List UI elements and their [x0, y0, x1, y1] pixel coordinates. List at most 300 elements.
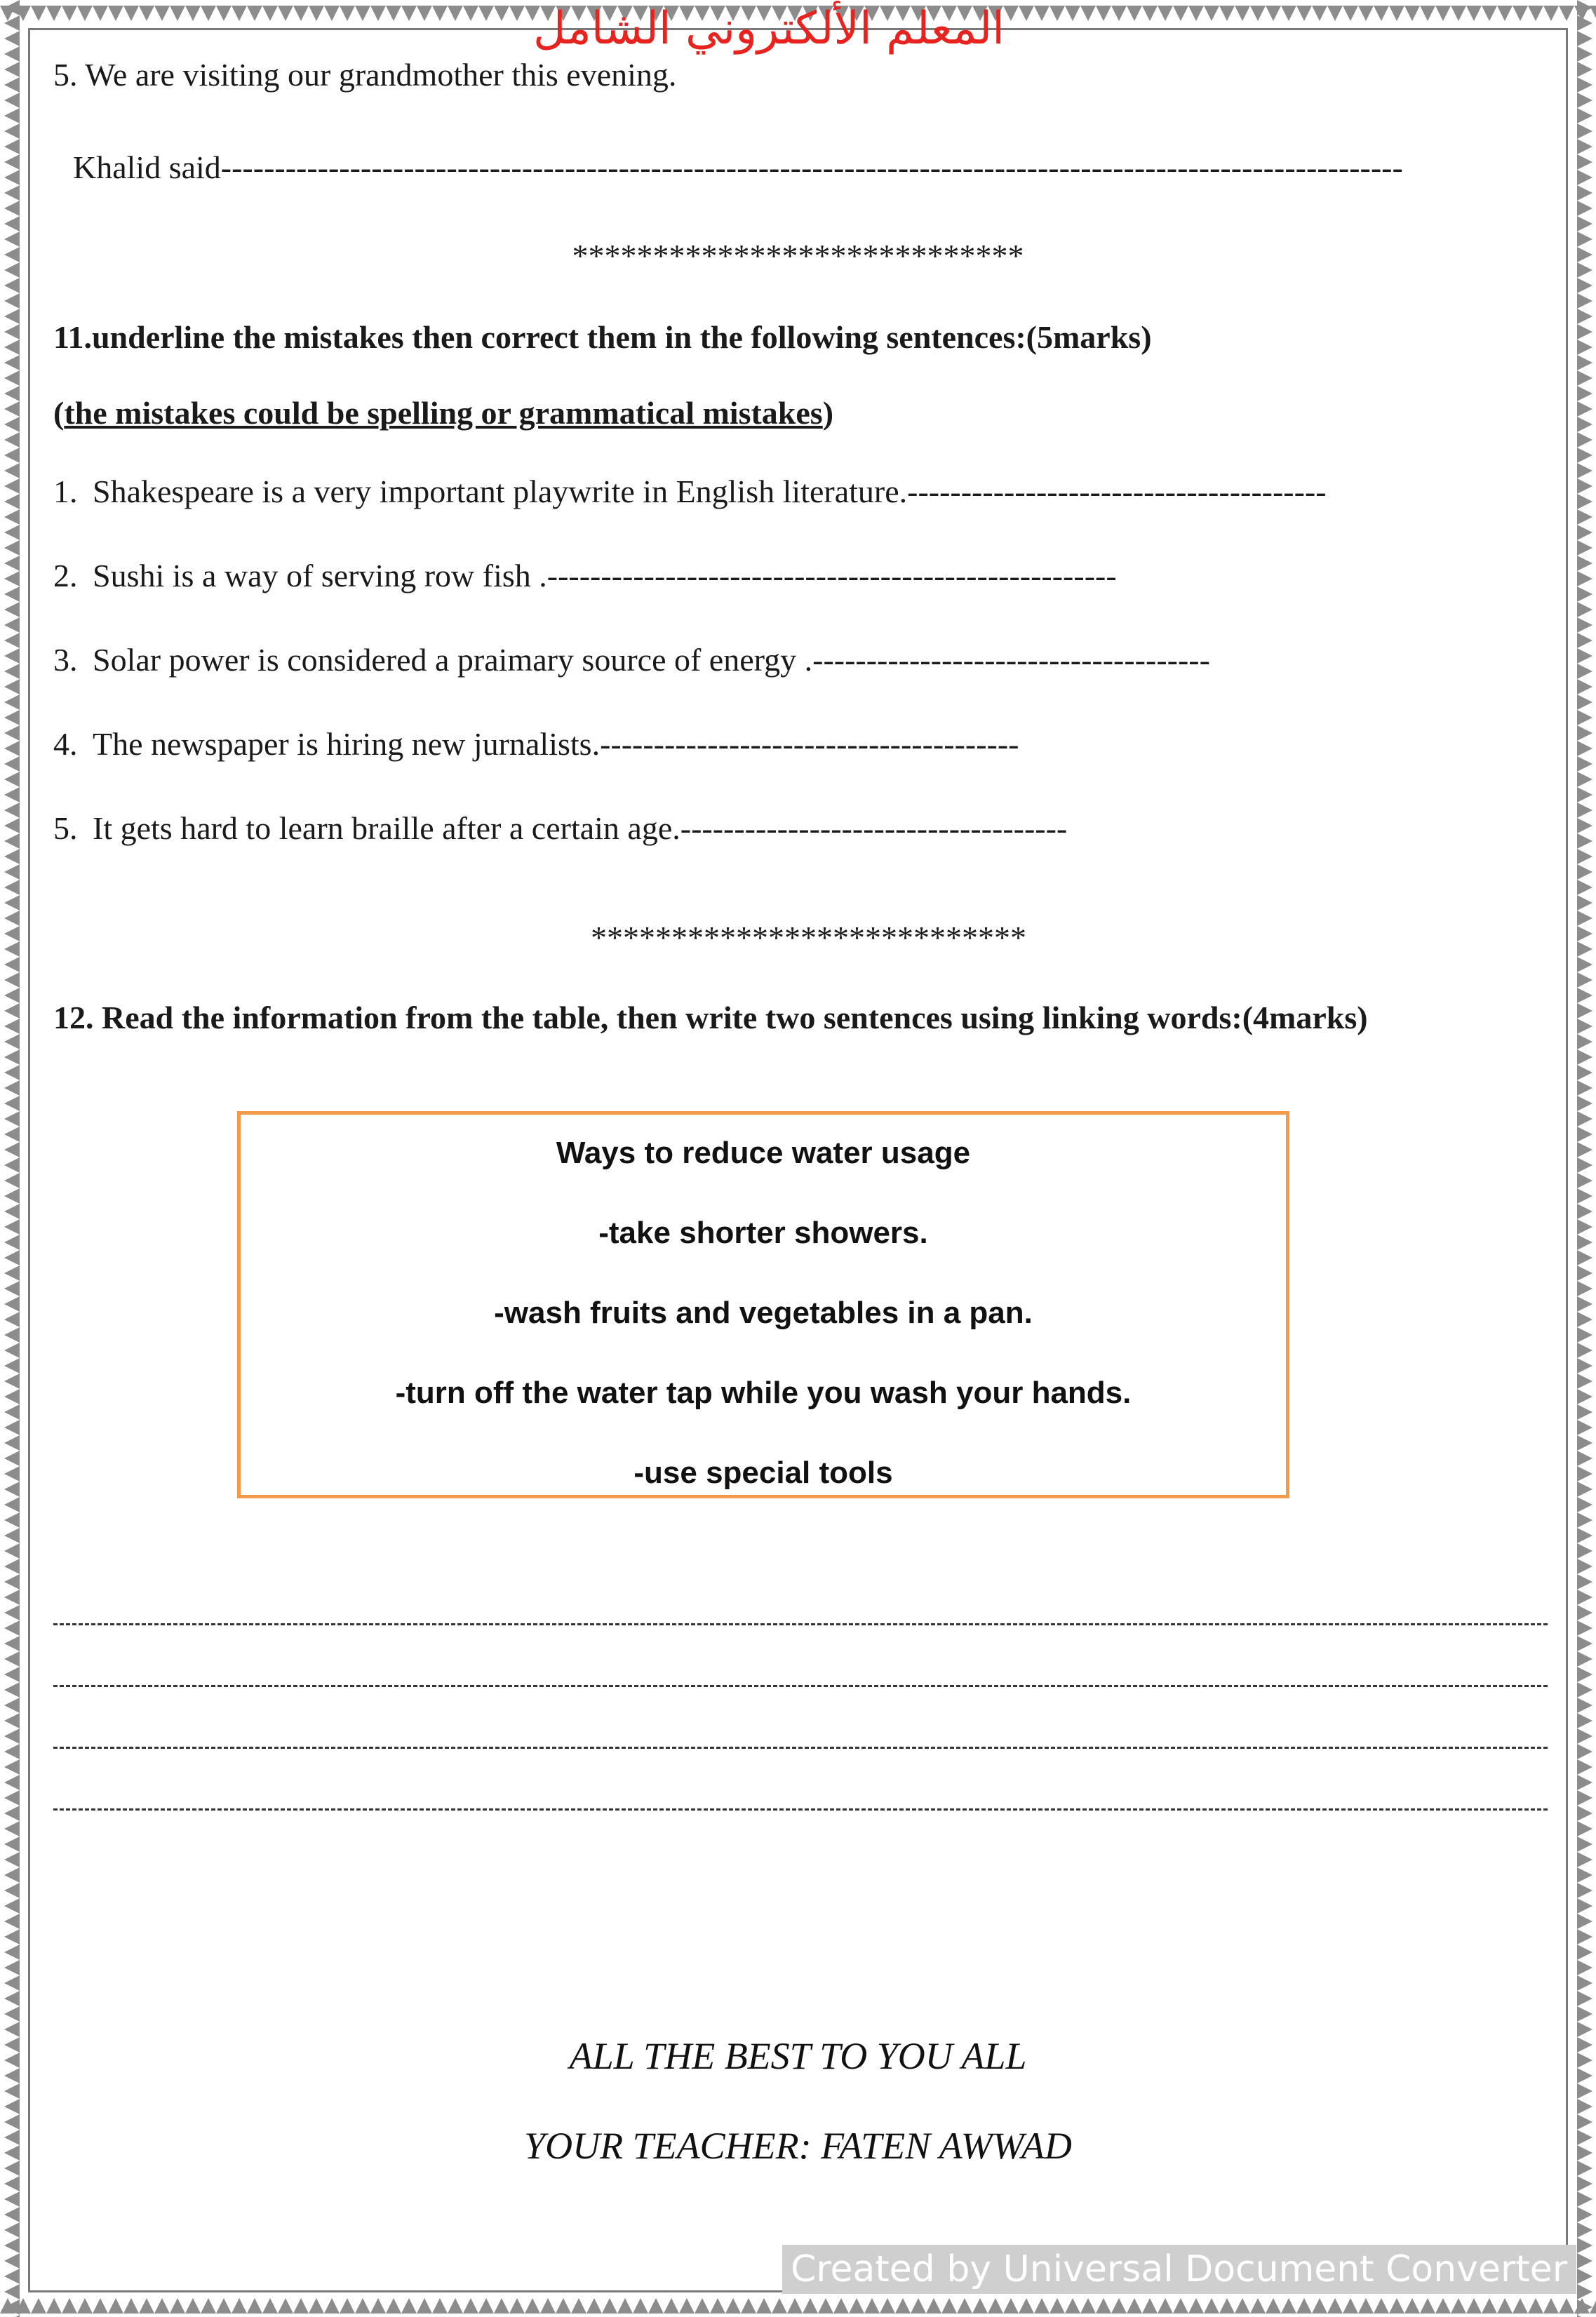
border-triangle [1482, 2298, 1497, 2313]
border-triangle [833, 2298, 849, 2313]
border-triangle [4, 756, 20, 772]
border-triangle [463, 6, 478, 21]
border-triangle [1577, 463, 1592, 478]
border-triangle [93, 2298, 108, 2313]
border-triangle [4, 123, 20, 139]
border-triangle [1577, 2238, 1592, 2253]
box-line: -wash fruits and vegetables in a pan. [494, 1296, 1033, 1330]
border-triangle [1577, 1759, 1592, 1775]
border-triangle [1577, 1991, 1592, 2006]
border-triangle [309, 2298, 324, 2313]
border-triangle [1343, 6, 1358, 21]
border-triangle [1577, 1219, 1592, 1235]
border-triangle [725, 2298, 741, 2313]
border-triangle [1577, 1744, 1592, 1759]
border-triangle [1528, 6, 1543, 21]
separator-stars: **************************** [572, 238, 1024, 274]
border-triangle [1577, 1775, 1592, 1790]
item-text: Solar power is considered a praimary source of energy .------------------------------------- [93, 642, 1210, 678]
border-triangle [4, 1929, 20, 1945]
border-triangle [1577, 2083, 1592, 2099]
border-triangle [1127, 6, 1142, 21]
border-triangle [1513, 6, 1528, 21]
box-line: -turn off the water tap while you wash your hands. [395, 1376, 1132, 1410]
border-triangle [448, 6, 463, 21]
border-triangle [1577, 1821, 1592, 1836]
border-triangle [4, 1096, 20, 1111]
border-triangle [1577, 1173, 1592, 1188]
border-triangle [4, 648, 20, 664]
border-triangle [1577, 571, 1592, 586]
border-triangle [1142, 2298, 1158, 2313]
border-triangle [1577, 1806, 1592, 1821]
border-triangle [1577, 1327, 1592, 1343]
border-triangle [1577, 185, 1592, 201]
border-triangle [1577, 957, 1592, 972]
border-triangle [1577, 1620, 1592, 1636]
border-triangle [1577, 833, 1592, 849]
border-triangle [4, 432, 20, 448]
border-triangle [509, 6, 525, 21]
border-triangle [1389, 2298, 1404, 2313]
border-triangle [1127, 2298, 1142, 2313]
border-triangle [31, 2298, 46, 2313]
note-open-paren: ( [53, 395, 65, 431]
border-triangle [602, 2298, 617, 2313]
border-triangle [1219, 2298, 1235, 2313]
border-triangle [123, 2298, 139, 2313]
border-triangle [1577, 1728, 1592, 1744]
border-triangle [4, 1867, 20, 1883]
border-triangle [1142, 6, 1158, 21]
border-triangle [1577, 849, 1592, 864]
border-triangle [4, 278, 20, 293]
border-triangle [1577, 586, 1592, 602]
border-triangle [1235, 6, 1250, 21]
border-triangle [401, 6, 417, 21]
border-triangle [1050, 2298, 1065, 2313]
border-triangle [1577, 2099, 1592, 2114]
answer-writing-line[interactable] [53, 1747, 1548, 1749]
border-triangle [1577, 1651, 1592, 1667]
answer-blank: -------------------------------------------------------------------------------------------------------------- [220, 149, 1403, 185]
border-triangle [664, 2298, 679, 2313]
border-triangle [4, 1821, 20, 1836]
border-triangle [1577, 1358, 1592, 1374]
border-triangle [1577, 1698, 1592, 1713]
border-triangle [1577, 525, 1592, 540]
border-triangle [1577, 787, 1592, 802]
border-triangle [123, 6, 139, 21]
border-triangle [262, 6, 278, 21]
border-triangle [232, 2298, 247, 2313]
border-triangle [1577, 1019, 1592, 1034]
border-triangle [108, 2298, 123, 2313]
border-triangle [1577, 1312, 1592, 1327]
border-triangle [849, 2298, 864, 2313]
border-triangle [1188, 2298, 1204, 2313]
border-triangle [4, 324, 20, 340]
border-triangle [4, 725, 20, 741]
border-triangle [4, 694, 20, 710]
border-triangle [386, 6, 401, 21]
border-triangle [4, 787, 20, 802]
border-triangle [4, 710, 20, 725]
border-triangle [1577, 1265, 1592, 1281]
border-triangle [4, 1605, 20, 1620]
border-triangle [4, 293, 20, 309]
border-triangle [448, 2298, 463, 2313]
border-triangle [4, 1836, 20, 1852]
converter-watermark: Created by Universal Document Converter [782, 2245, 1576, 2294]
border-triangle [509, 2298, 525, 2313]
border-triangle [1358, 6, 1374, 21]
border-triangle [4, 448, 20, 463]
border-triangle [4, 1281, 20, 1296]
border-triangle [4, 1404, 20, 1420]
border-triangle [1577, 201, 1592, 216]
border-triangle [4, 849, 20, 864]
border-triangle [494, 6, 509, 21]
border-triangle [1577, 123, 1592, 139]
border-triangle [1577, 1127, 1592, 1142]
border-triangle [1577, 93, 1592, 108]
border-triangle [4, 1204, 20, 1219]
border-triangle [1250, 6, 1266, 21]
border-triangle [4, 1127, 20, 1142]
border-triangle [4, 571, 20, 586]
border-triangle [695, 2298, 710, 2313]
answer-writing-line[interactable] [53, 1808, 1548, 1811]
border-triangle [4, 679, 20, 694]
note-text: the mistakes could be spelling or grammatical mistakes [64, 395, 823, 431]
border-triangle [4, 957, 20, 972]
border-triangle [1281, 2298, 1296, 2313]
border-triangle [4, 2222, 20, 2238]
border-triangle [1420, 2298, 1435, 2313]
border-triangle [4, 1482, 20, 1497]
border-triangle [4, 1157, 20, 1173]
border-triangle [556, 2298, 571, 2313]
border-triangle [1543, 6, 1559, 21]
border-triangle [1577, 154, 1592, 170]
border-triangle [1577, 478, 1592, 494]
border-triangle [1577, 139, 1592, 154]
border-triangle [1577, 1497, 1592, 1512]
border-triangle [4, 1852, 20, 1867]
border-triangle [525, 2298, 540, 2313]
border-triangle [1577, 1960, 1592, 1975]
border-triangle [1577, 1435, 1592, 1451]
border-left-pattern [4, 0, 20, 2317]
border-triangle [710, 2298, 725, 2313]
border-triangle [756, 2298, 772, 2313]
border-triangle [4, 170, 20, 185]
border-triangle [1577, 401, 1592, 417]
item-text: It gets hard to learn braille after a certain age.------------------------------------ [93, 810, 1068, 846]
border-triangle [4, 309, 20, 324]
border-triangle [4, 1590, 20, 1605]
border-triangle [4, 1049, 20, 1065]
border-triangle [4, 355, 20, 370]
border-triangle [4, 2253, 20, 2269]
border-triangle [911, 2298, 926, 2313]
border-triangle [324, 2298, 340, 2313]
border-triangle [1577, 1250, 1592, 1265]
border-triangle [1577, 15, 1592, 31]
border-triangle [4, 494, 20, 509]
note-close-paren: ) [822, 395, 834, 431]
border-triangle [4, 2191, 20, 2207]
border-triangle [988, 2298, 1003, 2313]
border-triangle [1577, 679, 1592, 694]
border-triangle [1577, 355, 1592, 370]
border-triangle [31, 6, 46, 21]
border-triangle [4, 1960, 20, 1975]
border-triangle [1577, 1374, 1592, 1389]
box-title: Ways to reduce water usage [556, 1136, 971, 1170]
border-triangle [4, 1188, 20, 1204]
border-triangle [1577, 108, 1592, 123]
border-triangle [4, 216, 20, 231]
box-line: -take shorter showers. [598, 1216, 928, 1250]
border-triangle [1577, 2176, 1592, 2191]
border-triangle [1577, 1389, 1592, 1404]
border-triangle [1003, 2298, 1019, 2313]
border-triangle [4, 154, 20, 170]
border-triangle [1577, 772, 1592, 787]
border-triangle [4, 1775, 20, 1790]
border-triangle [340, 2298, 355, 2313]
border-triangle [1219, 6, 1235, 21]
border-triangle [4, 525, 20, 540]
border-triangle [803, 2298, 818, 2313]
border-triangle [4, 1759, 20, 1775]
border-triangle [1577, 448, 1592, 463]
border-triangle [4, 1343, 20, 1358]
border-triangle [4, 1080, 20, 1096]
border-triangle [941, 2298, 957, 2313]
border-triangle [4, 1142, 20, 1157]
border-triangle [4, 633, 20, 648]
border-triangle [4, 401, 20, 417]
border-triangle [1111, 2298, 1127, 2313]
question-12-heading: 12. Read the information from the table, then write two sentences using linking words:(4marks) [53, 1000, 1368, 1035]
border-triangle [1577, 1034, 1592, 1049]
border-triangle [1577, 802, 1592, 818]
border-triangle [417, 6, 432, 21]
border-triangle [1003, 6, 1019, 21]
border-triangle [957, 2298, 972, 2313]
question-11-heading: 11.underline the mistakes then correct them in the following sentences:(5marks) [53, 319, 1152, 355]
border-triangle [926, 2298, 941, 2313]
border-triangle [4, 1466, 20, 1482]
list-item [53, 812, 1067, 845]
border-triangle [139, 6, 154, 21]
border-triangle [1577, 494, 1592, 509]
border-triangle [1577, 2207, 1592, 2222]
border-triangle [4, 895, 20, 911]
border-triangle [1577, 895, 1592, 911]
border-triangle [4, 617, 20, 633]
border-triangle [4, 1636, 20, 1651]
border-triangle [679, 2298, 695, 2313]
item-text: Sushi is a way of serving row fish .----------------------------------------------------- [93, 558, 1117, 593]
border-triangle [4, 15, 20, 31]
border-triangle [1577, 1883, 1592, 1898]
border-triangle [1266, 6, 1281, 21]
border-triangle [772, 2298, 787, 2313]
border-triangle [1111, 6, 1127, 21]
border-triangle [1577, 1636, 1592, 1651]
border-triangle [4, 185, 20, 201]
border-triangle [1577, 1836, 1592, 1852]
border-triangle [1034, 6, 1050, 21]
border-triangle [1577, 370, 1592, 386]
border-triangle [1096, 2298, 1111, 2313]
border-triangle [4, 1235, 20, 1250]
border-triangle [1435, 6, 1451, 21]
border-triangle [1577, 1867, 1592, 1883]
border-triangle [1374, 6, 1389, 21]
border-triangle [1577, 1975, 1592, 1991]
border-triangle [1577, 1682, 1592, 1698]
border-triangle [216, 2298, 232, 2313]
border-triangle [4, 1975, 20, 1991]
border-triangle [1577, 340, 1592, 355]
border-triangle [4, 556, 20, 571]
border-triangle [1577, 633, 1592, 648]
border-triangle [1577, 1574, 1592, 1590]
border-triangle [463, 2298, 478, 2313]
border-triangle [170, 2298, 185, 2313]
border-triangle [4, 1574, 20, 1590]
item-number: 5. [53, 810, 78, 846]
border-triangle [1577, 293, 1592, 309]
border-triangle [1577, 309, 1592, 324]
border-triangle [1577, 710, 1592, 725]
border-triangle [4, 1034, 20, 1049]
border-triangle [1577, 1003, 1592, 1019]
border-triangle [1577, 1512, 1592, 1528]
border-triangle [1577, 1235, 1592, 1250]
border-triangle [617, 2298, 633, 2313]
border-triangle [1577, 1296, 1592, 1312]
border-triangle [478, 6, 494, 21]
border-triangle [4, 139, 20, 154]
border-triangle [4, 1898, 20, 1914]
border-triangle [1577, 1852, 1592, 1867]
border-triangle [216, 6, 232, 21]
border-triangle [278, 6, 293, 21]
border-triangle [4, 1296, 20, 1312]
question-11-note [53, 397, 833, 429]
border-triangle [1312, 2298, 1327, 2313]
border-triangle [818, 2298, 833, 2313]
border-triangle [4, 664, 20, 679]
border-triangle [787, 2298, 803, 2313]
answer-prefix: Khalid said [73, 149, 221, 185]
border-triangle [77, 6, 93, 21]
border-triangle [1577, 1914, 1592, 1929]
border-triangle [4, 1250, 20, 1265]
border-triangle [370, 6, 386, 21]
border-triangle [4, 1065, 20, 1080]
border-triangle [278, 2298, 293, 2313]
info-table-box [237, 1111, 1289, 1498]
border-triangle [571, 2298, 586, 2313]
border-triangle [1577, 540, 1592, 556]
border-triangle [4, 880, 20, 895]
border-triangle [4, 2099, 20, 2114]
border-triangle [1019, 2298, 1034, 2313]
border-triangle [4, 1497, 20, 1512]
border-triangle [4, 1451, 20, 1466]
border-triangle [494, 2298, 509, 2313]
border-triangle [1577, 46, 1592, 62]
border-triangle [1451, 2298, 1466, 2313]
border-triangle [4, 0, 20, 15]
separator-stars: *************************** [591, 920, 1026, 955]
border-triangle [1358, 2298, 1374, 2313]
border-bottom-pattern [0, 2298, 1596, 2313]
border-triangle [1577, 1466, 1592, 1482]
border-triangle [432, 2298, 448, 2313]
answer-writing-line[interactable] [53, 1623, 1548, 1625]
border-triangle [1577, 1404, 1592, 1420]
border-triangle [864, 2298, 880, 2313]
border-triangle [1577, 694, 1592, 710]
border-triangle [4, 31, 20, 46]
border-triangle [4, 201, 20, 216]
list-item [53, 560, 1117, 592]
border-triangle [4, 1173, 20, 1188]
border-right-pattern [1577, 0, 1592, 2317]
border-triangle [1577, 602, 1592, 617]
border-triangle [1577, 1080, 1592, 1096]
border-triangle [4, 833, 20, 849]
border-triangle [4, 1667, 20, 1682]
item-text: Shakespeare is a very important playwrite in English literature.--------------------------------------- [93, 474, 1327, 509]
border-triangle [4, 108, 20, 123]
border-triangle [895, 2298, 911, 2313]
border-triangle [1577, 417, 1592, 432]
border-triangle [4, 586, 20, 602]
border-triangle [4, 1003, 20, 1019]
border-triangle [4, 1374, 20, 1389]
border-triangle [1577, 2253, 1592, 2269]
answer-writing-line[interactable] [53, 1685, 1548, 1687]
item-number: 3. [53, 642, 78, 678]
border-triangle [1420, 6, 1435, 21]
border-triangle [4, 2284, 20, 2299]
border-triangle [1065, 2298, 1080, 2313]
list-item [53, 476, 1327, 508]
border-triangle [201, 2298, 216, 2313]
border-triangle [4, 1698, 20, 1713]
border-triangle [741, 2298, 756, 2313]
border-triangle [1577, 2269, 1592, 2284]
border-triangle [1577, 617, 1592, 633]
border-triangle [4, 741, 20, 756]
border-triangle [185, 2298, 201, 2313]
border-triangle [1577, 664, 1592, 679]
border-triangle [340, 6, 355, 21]
border-triangle [4, 1883, 20, 1898]
border-triangle [4, 62, 20, 77]
border-triangle [4, 1111, 20, 1127]
border-triangle [1188, 6, 1204, 21]
